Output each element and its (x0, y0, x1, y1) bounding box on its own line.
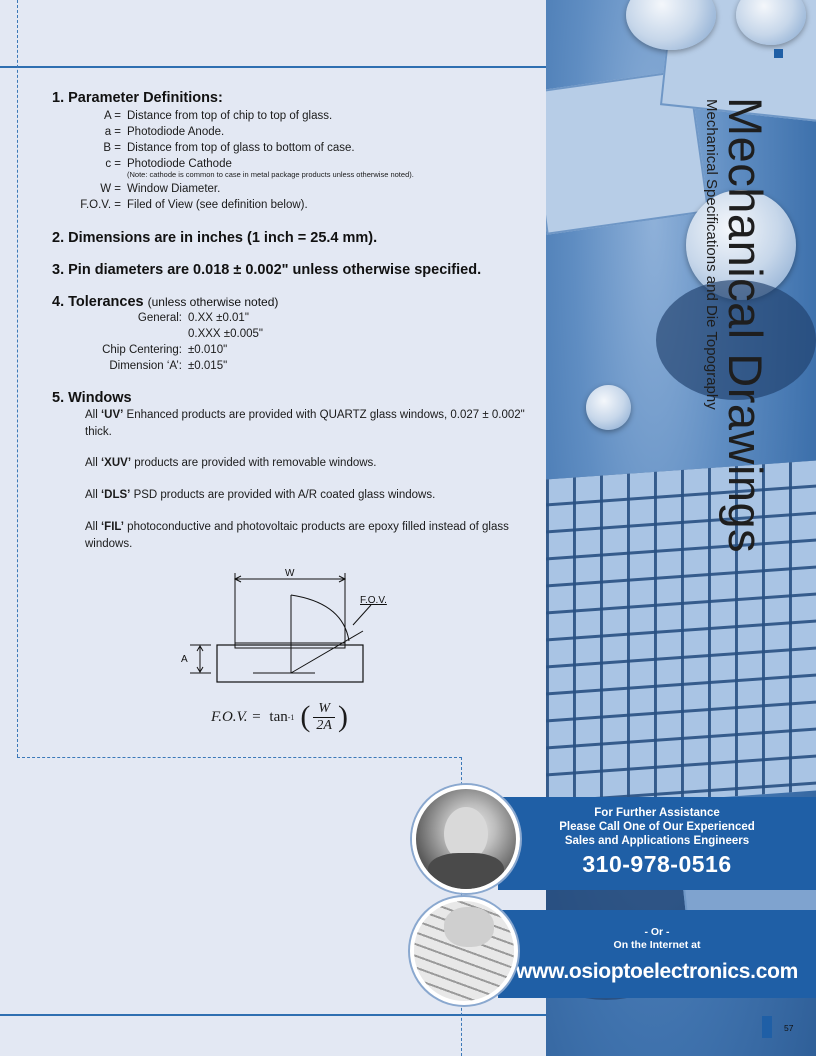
windows-paragraph: All ‘FIL’ photoconductive and photovoltaic products are epoxy filled instead of glass windows. (85, 521, 509, 550)
shadow (656, 280, 816, 400)
tolerance-list (52, 310, 263, 374)
or-text: - Or - (644, 926, 670, 938)
website-link[interactable]: www.osioptoelectronics.com (516, 960, 798, 983)
assistance-line: Sales and Applications Engineers (564, 835, 750, 847)
fov-diagram (175, 565, 395, 690)
list-item: Chip Centering: ±0.010" (102, 344, 228, 356)
phone-number[interactable]: 310-978-0516 (582, 851, 732, 877)
section-heading: 2. Dimensions are in inches (1 inch = 25.4 mm). (52, 230, 378, 246)
page-number: 57 (784, 1023, 794, 1033)
windows-paragraph: All ‘XUV’ products are provided with removable windows. (85, 457, 377, 469)
internet-text: On the Internet at (613, 939, 701, 951)
dashed-guide-left (17, 0, 18, 757)
list-item: Dimension ‘A’: ±0.015" (109, 360, 228, 372)
section-heading: 4. Tolerances (unless otherwise noted) (52, 294, 279, 310)
list-item: General: 0.XX ±0.01" (137, 312, 249, 324)
assistance-line: Please Call One of Our Experienced (559, 821, 755, 833)
to-can-component (586, 385, 631, 430)
section-heading: 1. Parameter Definitions: (52, 90, 223, 106)
diagram-label-w: W (285, 568, 295, 579)
list-item: A = Distance from top of chip to top of glass. (104, 110, 333, 122)
section-title: Mechanical Drawings (719, 97, 772, 554)
page-tab-marker (762, 1016, 772, 1038)
support-agent-photo (412, 785, 520, 893)
diagram-label-a: A (181, 654, 188, 665)
list-item: a = Photodiode Anode. (104, 126, 225, 138)
list-item: F.O.V. = Filed of View (see definition below). (80, 199, 308, 211)
dashed-guide-bottom (17, 757, 462, 758)
windows-paragraph: All ‘UV’ Enhanced products are provided with QUARTZ glass windows, 0.027 ± 0.002" thick. (85, 409, 525, 438)
phone-contact-box (498, 797, 816, 890)
top-rule (0, 66, 546, 68)
fraction: W 2A (313, 701, 335, 734)
cathode-note: (Note: cathode is common to case in metal package products unless otherwise noted). (127, 170, 414, 179)
section-heading: 5. Windows (52, 390, 132, 406)
corner-marker (774, 49, 783, 58)
die-array (546, 461, 816, 810)
keyboard-photo (410, 897, 518, 1005)
section-heading: 3. Pin diameters are 0.018 ± 0.002" unless otherwise specified. (52, 262, 482, 278)
photo-panel (546, 0, 816, 1056)
list-item: 0.XXX ±0.005" (188, 328, 263, 340)
web-contact-box (498, 910, 816, 998)
fov-formula: F.O.V. = tan -1 ( W 2A ) (211, 700, 348, 733)
windows-paragraph: All ‘DLS’ PSD products are provided with A/R coated glass windows. (85, 489, 436, 501)
assistance-line: For Further Assistance (594, 807, 720, 819)
section-subtitle: Mechanical Specifications and Die Topography (703, 99, 720, 410)
list-item: B = Distance from top of glass to bottom of case. (103, 142, 355, 154)
list-item: c = Photodiode Cathode (105, 158, 232, 170)
diagram-label-fov: F.O.V. (360, 595, 387, 606)
parameter-list (52, 108, 414, 213)
list-item: W = Window Diameter. (100, 183, 221, 195)
